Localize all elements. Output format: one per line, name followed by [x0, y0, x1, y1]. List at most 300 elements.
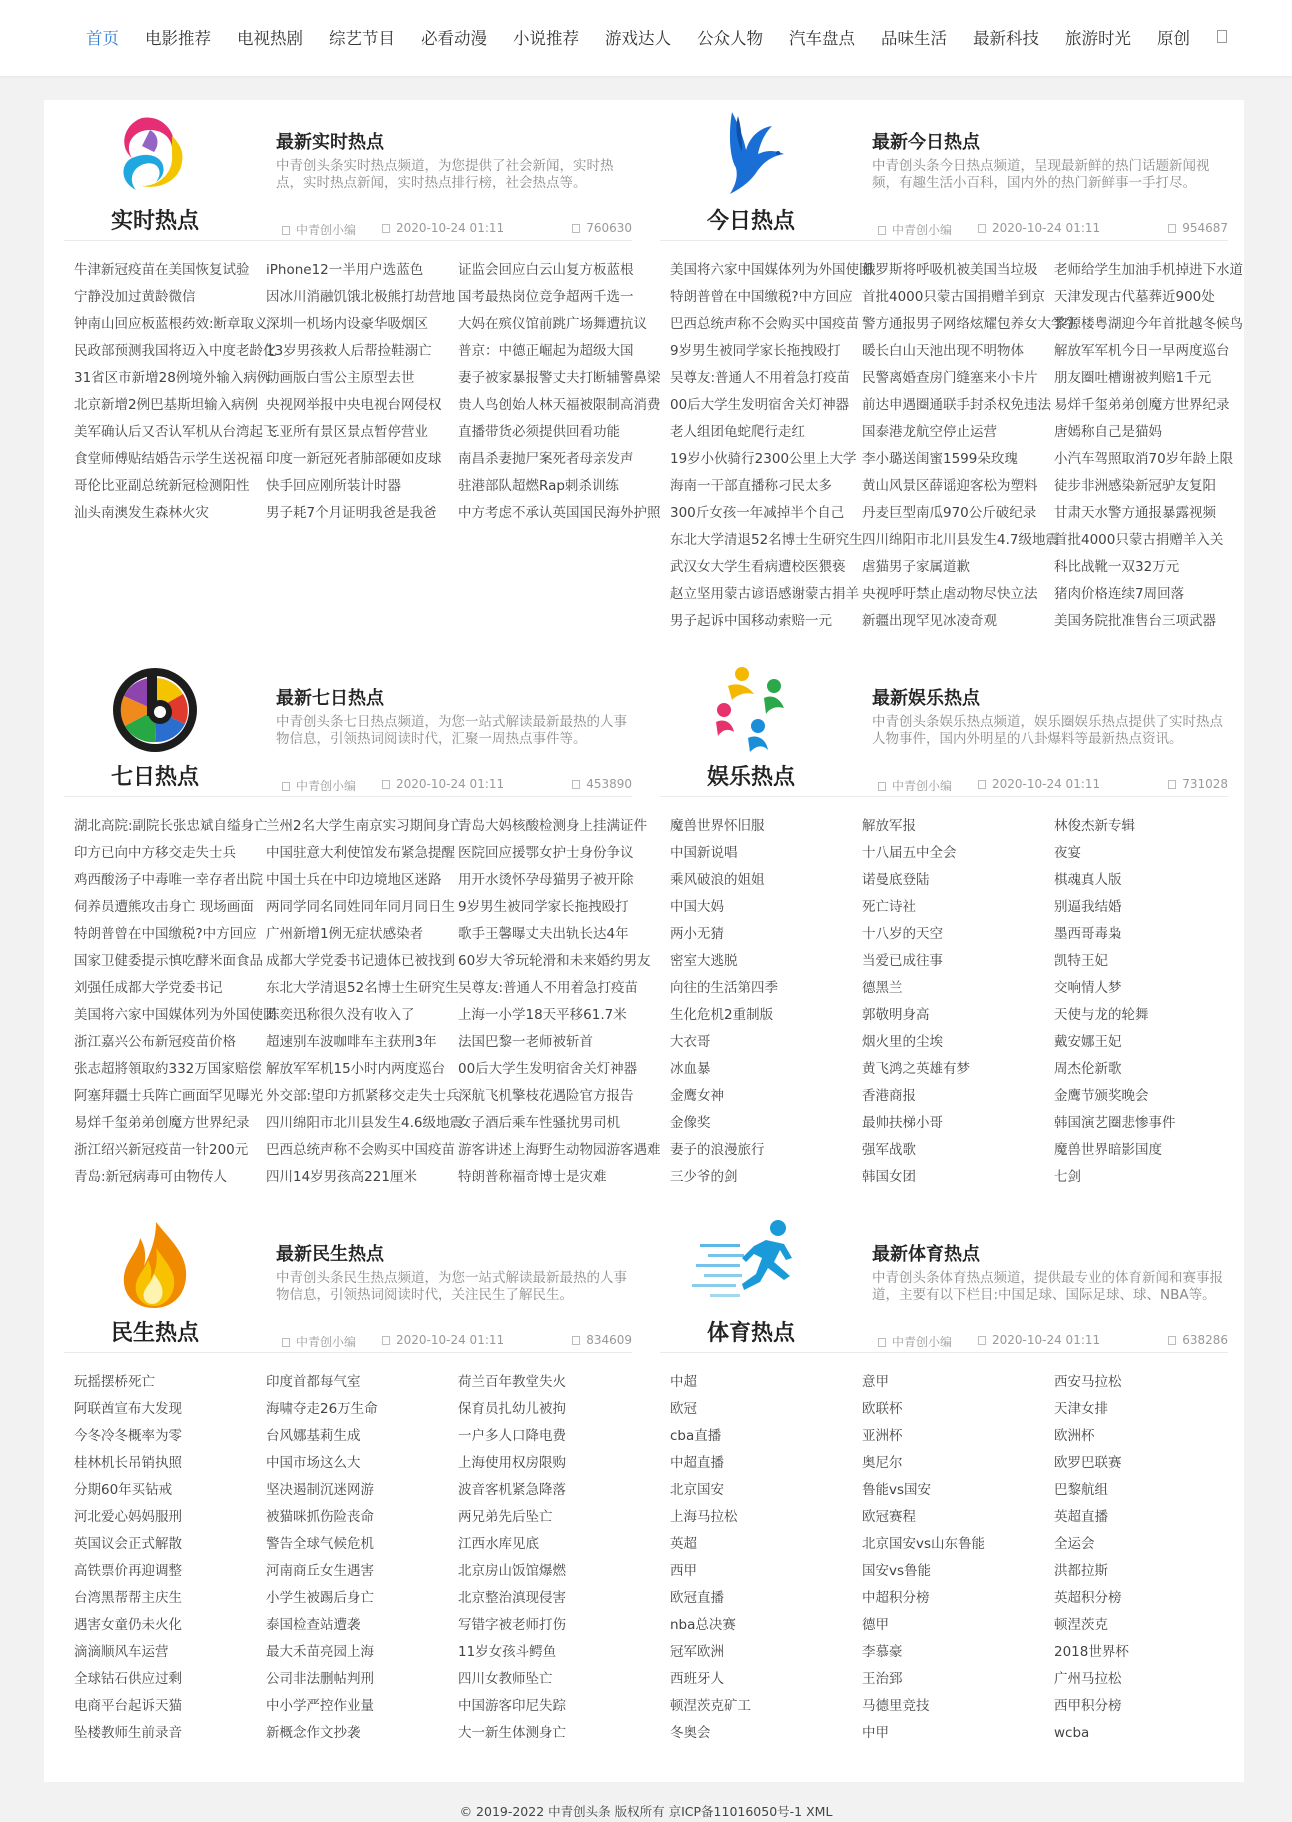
news-link[interactable]: 法国巴黎一老师被斩首 [458, 1034, 593, 1050]
news-link[interactable]: 欧冠赛程 [862, 1509, 916, 1525]
news-link[interactable]: 徒步非洲感染新冠驴友复阳 [1054, 478, 1216, 494]
user-icon [282, 226, 290, 235]
news-link[interactable]: 中国大妈 [670, 899, 724, 915]
news-link[interactable]: 宁静没加过黄龄微信 [74, 289, 196, 305]
news-link[interactable]: 解放军报 [862, 818, 916, 834]
news-link[interactable]: 十八届五中全会 [862, 845, 957, 861]
news-link[interactable]: 因冰川消融饥饿北极熊打劫营地 [266, 289, 455, 305]
news-link[interactable]: 欧冠直播 [670, 1590, 724, 1606]
news-link[interactable]: 四川女教师坠亡 [458, 1671, 553, 1687]
news-link[interactable]: 吴尊友:普通人不用着急打疫苗 [670, 370, 851, 386]
news-link[interactable]: 棋魂真人版 [1054, 872, 1122, 888]
news-link[interactable]: 最大禾苗亮园上海 [266, 1644, 374, 1660]
news-link[interactable]: 美军确认后又否认军机从台湾起飞 [74, 424, 277, 440]
news-link[interactable]: 林俊杰新专辑 [1054, 818, 1135, 834]
news-link[interactable]: 北京国安vs山东鲁能 [862, 1536, 986, 1552]
news-link[interactable]: 上海马拉松 [670, 1509, 738, 1525]
divider [660, 796, 1228, 797]
news-link[interactable]: 写错字被老师打伤 [458, 1617, 566, 1633]
news-link[interactable]: 妻子的浪漫旅行 [670, 1142, 765, 1158]
nav-item[interactable]: 电影推荐 [145, 29, 211, 48]
news-link[interactable]: 天使与龙的轮舞 [1054, 1007, 1149, 1023]
news-link[interactable]: 食堂师傅贴结婚告示学生送祝福 [74, 451, 263, 467]
news-link[interactable]: 英超直播 [1054, 1509, 1108, 1525]
clock-icon [382, 1336, 390, 1345]
news-link[interactable]: 德甲 [862, 1617, 889, 1633]
news-link[interactable]: 易烊千玺弟弟创魔方世界纪录 [74, 1115, 250, 1131]
news-link[interactable]: 戴安娜王妃 [1054, 1034, 1122, 1050]
news-link[interactable]: 直播带货必须提供回看功能 [458, 424, 620, 440]
news-link[interactable]: 魔兽世界怀旧服 [670, 818, 765, 834]
news-link[interactable]: 天津发现古代墓葬近900处 [1054, 289, 1215, 305]
news-link[interactable]: 魔兽世界暗影国度 [1054, 1142, 1162, 1158]
news-link[interactable]: 顿涅茨克 [1054, 1617, 1108, 1633]
news-link[interactable]: 北京新增2例巴基斯坦输入病例 [74, 397, 259, 413]
news-link[interactable]: 遇害女童仍未火化 [74, 1617, 182, 1633]
post-date: 2020-10-24 01:11 [396, 221, 505, 235]
news-link[interactable]: 印度首都每气室 [266, 1374, 361, 1390]
user-icon [282, 782, 290, 791]
news-link[interactable]: 七剑 [1054, 1169, 1081, 1185]
section-title[interactable]: 最新民生热点 [276, 1244, 384, 1265]
news-link[interactable]: 歌手王馨曝丈夫出轨长达4年 [458, 926, 629, 942]
news-link[interactable]: 金鹰节颁奖晚会 [1054, 1088, 1149, 1104]
nav-item[interactable]: 必看动漫 [421, 29, 487, 48]
news-link[interactable]: iPhone12一半用户选蓝色 [266, 262, 424, 278]
news-link[interactable]: 诺曼底登陆 [862, 872, 930, 888]
news-link[interactable]: 小学生被踢后身亡 [266, 1590, 374, 1606]
news-link[interactable]: 13岁男孩救人后帮捡鞋溺亡 [266, 343, 432, 359]
news-link[interactable]: 坠楼教师生前录音 [74, 1725, 182, 1741]
nav-item[interactable]: 小说推荐 [513, 29, 579, 48]
view-count: 453890 [586, 777, 632, 791]
news-link[interactable]: 刘强任成都大学党委书记 [74, 980, 223, 996]
news-link[interactable]: 滴滴顺风车运营 [74, 1644, 169, 1660]
news-link[interactable]: 民政部预测我国将迈入中度老龄化 [74, 343, 277, 359]
news-link[interactable]: 中甲 [862, 1725, 889, 1741]
news-link[interactable]: 首批4000只蒙古捐赠羊入关 [1054, 532, 1224, 548]
news-link[interactable]: nba总决赛 [670, 1617, 736, 1633]
news-link[interactable]: wcba [1054, 1725, 1090, 1741]
news-link[interactable]: 大妈在殡仪馆前跳广场舞遭抗议 [458, 316, 647, 332]
news-link[interactable]: 被猫咪抓伤险丧命 [266, 1509, 374, 1525]
news-link[interactable]: 交响情人梦 [1054, 980, 1122, 996]
news-link[interactable]: 坚决遏制沉迷网游 [266, 1482, 374, 1498]
color-wheel-icon [84, 662, 226, 756]
news-link[interactable]: 兰州2名大学生南京实习期间身亡 [266, 818, 464, 834]
news-link[interactable]: 金像奖 [670, 1115, 711, 1131]
news-link[interactable]: 中超直播 [670, 1455, 724, 1471]
news-link[interactable]: 一户多人口降电费 [458, 1428, 566, 1444]
news-link[interactable]: 韩国女团 [862, 1169, 916, 1185]
section-title[interactable]: 最新今日热点 [872, 132, 980, 153]
news-link[interactable]: 青岛大妈核酸检测身上挂满证件 [458, 818, 647, 834]
news-link[interactable]: 中国新说唱 [670, 845, 738, 861]
nav-item[interactable]: 原创 [1157, 29, 1190, 48]
news-link[interactable]: 顿涅茨克矿工 [670, 1698, 751, 1714]
news-link[interactable]: 东北大学清退52名博士生研究生 [266, 980, 459, 996]
news-link[interactable]: 王治郅 [862, 1671, 903, 1687]
news-link[interactable]: 周杰伦新歌 [1054, 1061, 1122, 1077]
news-link[interactable]: 保育员扎幼儿被拘 [458, 1401, 566, 1417]
news-link[interactable]: 台湾黑帮帮主庆生 [74, 1590, 182, 1606]
news-link[interactable]: 北京房山饭馆爆燃 [458, 1563, 566, 1579]
news-link[interactable]: 中小学严控作业量 [266, 1698, 374, 1714]
news-link[interactable]: 甘肃天水警方通报暴露视频 [1054, 505, 1216, 521]
news-link[interactable]: 张志超將領取約332万国家赔偿 [74, 1061, 262, 1077]
news-link[interactable]: 中国驻意大利使馆发布紧急提醒 [266, 845, 455, 861]
news-link[interactable]: 湖北高院:副院长张忠斌自缢身亡 [74, 818, 268, 834]
news-link[interactable]: 300斤女孩一年减掉半个自己 [670, 505, 845, 521]
news-link[interactable]: 成都大学党委书记遗体已被找到 [266, 953, 455, 969]
news-link[interactable]: 9岁男生被同学家长拖拽殴打 [670, 343, 841, 359]
news-link[interactable]: 深圳一机场内设豪华吸烟区 [266, 316, 428, 332]
news-link[interactable]: 台风娜基莉生成 [266, 1428, 361, 1444]
news-link[interactable]: 欧联杯 [862, 1401, 903, 1417]
news-link[interactable]: 荷兰百年教堂失火 [458, 1374, 566, 1390]
news-link[interactable]: 烟火里的尘埃 [862, 1034, 943, 1050]
news-link[interactable]: 欧洲杯 [1054, 1428, 1095, 1444]
news-link[interactable]: 哥伦比亚副总统新冠检测阳性 [74, 478, 250, 494]
news-link[interactable]: 19岁小伙骑行2300公里上大学 [670, 451, 857, 467]
news-link[interactable]: 凯特王妃 [1054, 953, 1108, 969]
news-link[interactable]: 巴黎航组 [1054, 1482, 1108, 1498]
author-name: 中青创小编 [892, 779, 953, 793]
news-link[interactable]: 科比战靴一双32万元 [1054, 559, 1180, 575]
news-link[interactable]: 证监会回应白云山复方板蓝根 [458, 262, 634, 278]
menu-toggle-icon[interactable] [1217, 30, 1227, 43]
news-link[interactable]: 特朗普称福奇博士是灾难 [458, 1169, 607, 1185]
news-link[interactable]: 钟南山回应板蓝根药效:断章取义 [74, 316, 268, 332]
news-link[interactable]: 9岁男生被同学家长拖拽殴打 [458, 899, 629, 915]
news-link[interactable]: 用开水烫怀孕母猫男子被开除 [458, 872, 634, 888]
news-link[interactable]: 警方通报男子网络炫耀包养女大学生 [862, 316, 1078, 332]
news-link[interactable]: 猪肉价格连续7周回落 [1054, 586, 1185, 602]
news-link[interactable]: 00后大学生发明宿舍关灯神器 [458, 1061, 638, 1077]
eye-icon [1168, 224, 1176, 233]
news-link[interactable]: 英超积分榜 [1054, 1590, 1122, 1606]
news-link[interactable]: 东北大学清退52名博士生研究生 [670, 532, 863, 548]
news-link[interactable]: 香港商报 [862, 1088, 916, 1104]
news-link[interactable]: 四川绵阳市北川县发生4.6级地震 [266, 1115, 463, 1131]
section-title[interactable]: 最新娱乐热点 [872, 688, 980, 709]
news-link[interactable]: 伺养员遭熊攻击身亡 现场画面 [74, 899, 254, 915]
news-link[interactable]: 冬奥会 [670, 1725, 711, 1741]
news-link[interactable]: 生化危机2重制版 [670, 1007, 774, 1023]
news-link[interactable]: 洪都拉斯 [1054, 1563, 1108, 1579]
news-link[interactable]: 丹麦巨型南瓜970公斤破纪录 [862, 505, 1037, 521]
nav-item[interactable]: 汽车盘点 [789, 29, 855, 48]
news-link[interactable]: 中超 [670, 1374, 697, 1390]
news-link[interactable]: 浙江嘉兴公布新冠疫苗价格 [74, 1034, 236, 1050]
news-link[interactable]: 南昌杀妻抛尸案死者母亲发声 [458, 451, 634, 467]
view-count: 954687 [1182, 221, 1228, 235]
news-link[interactable]: 三少爷的剑 [670, 1169, 738, 1185]
news-link[interactable]: 两兄弟先后坠亡 [458, 1509, 553, 1525]
news-link[interactable]: 朋友圈吐槽谢被判赔1千元 [1054, 370, 1212, 386]
section-description: 中青创头条体育热点频道，提供最专业的体育新闻和赛事报道，主要有以下栏目:中国足球、国际足球、球、NBA等。 [872, 1270, 1223, 1303]
news-link[interactable]: 西甲积分榜 [1054, 1698, 1122, 1714]
news-link[interactable]: 赵立坚用蒙古谚语感谢蒙古捐羊 [670, 586, 859, 602]
section-logo[interactable] [680, 662, 822, 790]
news-link[interactable]: 电商平台起诉天猫 [74, 1698, 182, 1714]
news-link[interactable]: 快手回应刚所装计时器 [266, 478, 401, 494]
news-link[interactable]: 陈奕迅称很久没有收入了 [266, 1007, 415, 1023]
news-link[interactable]: 虐猫男子家属道歉 [862, 559, 970, 575]
section-title[interactable]: 最新七日热点 [276, 688, 384, 709]
news-link[interactable]: 民警离婚查房门缝塞来小卡片 [862, 370, 1038, 386]
news-link[interactable]: 四川14岁男孩高221厘米 [266, 1169, 417, 1185]
news-link[interactable]: 俄罗斯将呼吸机被美国当垃圾 [862, 262, 1038, 278]
news-link[interactable]: 外交部:望印方抓紧移交走失士兵 [266, 1088, 460, 1104]
news-link[interactable]: 解放军军机今日一早两度巡台 [1054, 343, 1230, 359]
nav-item[interactable]: 品味生活 [881, 29, 947, 48]
news-link[interactable]: 密室大逃脱 [670, 953, 738, 969]
news-link[interactable]: 冰血暴 [670, 1061, 711, 1077]
news-link[interactable]: 31省区市新增28例境外输入病例 [74, 370, 271, 386]
nav-item[interactable]: 旅游时光 [1065, 29, 1131, 48]
nav-item[interactable]: 首页 [86, 29, 119, 48]
news-link[interactable]: 中方考虑不承认英国国民海外护照 [458, 505, 661, 521]
news-link[interactable]: 玩摇摆桥死亡 [74, 1374, 155, 1390]
news-link[interactable]: 西安马拉松 [1054, 1374, 1122, 1390]
section-logo[interactable] [84, 1218, 226, 1346]
news-link[interactable]: 奥尼尔 [862, 1455, 903, 1471]
news-link[interactable]: 意甲 [862, 1374, 889, 1390]
news-link[interactable]: 北京整治滇现侵害 [458, 1590, 566, 1606]
news-link[interactable]: 上海使用权房限购 [458, 1455, 566, 1471]
news-link[interactable]: 鲁能vs国安 [862, 1482, 932, 1498]
news-link[interactable]: 吴尊友:普通人不用着急打疫苗 [458, 980, 639, 996]
news-link[interactable]: 巴西总统声称不会购买中国疫苗 [266, 1142, 455, 1158]
news-link[interactable]: 乘风破浪的姐姐 [670, 872, 765, 888]
news-link[interactable]: 马德里竞技 [862, 1698, 930, 1714]
news-link[interactable]: 天津女排 [1054, 1401, 1108, 1417]
news-link[interactable]: 新疆出现罕见冰凌奇观 [862, 613, 997, 629]
news-link[interactable]: 河北爱心妈妈服刑 [74, 1509, 182, 1525]
news-link[interactable]: 2018世界杯 [1054, 1644, 1129, 1660]
news-link[interactable]: 冠军欧洲 [670, 1644, 724, 1660]
news-link[interactable]: 老师给学生加油手机掉进下水道 [1054, 262, 1243, 278]
news-link[interactable]: 十八岁的天空 [862, 926, 943, 942]
news-link[interactable]: 国安vs鲁能 [862, 1563, 932, 1579]
news-link[interactable]: 普京：中德正崛起为超级大国 [458, 343, 634, 359]
news-link[interactable]: 中国游客印尼失踪 [458, 1698, 566, 1714]
news-link[interactable]: 夜宴 [1054, 845, 1081, 861]
news-link[interactable]: 中国士兵在中印边境地区迷路 [266, 872, 442, 888]
news-link[interactable]: 郭敬明身高 [862, 1007, 930, 1023]
news-link[interactable]: 国家卫健委提示慎吃酵米面食品 [74, 953, 263, 969]
news-link[interactable]: 中国市场这么大 [266, 1455, 361, 1471]
divider [64, 796, 632, 797]
news-link[interactable]: 美国将六家中国媒体列为外国使团 [670, 262, 873, 278]
section-title[interactable]: 最新实时热点 [276, 132, 384, 153]
news-link[interactable]: 妻子被家暴报警丈夫打断辅警鼻梁 [458, 370, 661, 386]
nav-item[interactable]: 公众人物 [697, 29, 763, 48]
news-link[interactable]: 四川绵阳市北川县发生4.7级地震 [862, 532, 1059, 548]
news-link[interactable]: 青岛:新冠病毒可由物传人 [74, 1169, 228, 1185]
news-link[interactable]: 海啸夺走26万生命 [266, 1401, 378, 1417]
section-sports [640, 1212, 1236, 1741]
news-link[interactable]: 印方已向中方移交走失士兵 [74, 845, 236, 861]
news-link[interactable]: 央视呼吁禁止虐动物尽快立法 [862, 586, 1038, 602]
section-description: 中青创头条民生热点频道，为您一站式解读最新最热的人事物信息，引领热词阅读时代，关注民生了解民生。 [276, 1270, 627, 1303]
news-link[interactable]: 60岁大爷玩轮滑和未来婚约男友 [458, 953, 651, 969]
news-link[interactable]: 最帅扶梯小哥 [862, 1115, 943, 1131]
news-link[interactable]: 分期60年买钻戒 [74, 1482, 173, 1498]
news-link[interactable]: 河南商丘女生遇害 [266, 1563, 374, 1579]
news-link[interactable]: cba直播 [670, 1428, 722, 1444]
section-logo[interactable] [84, 662, 226, 790]
news-link[interactable]: 老人组团龟蛇爬行走红 [670, 424, 805, 440]
post-date: 2020-10-24 01:11 [992, 221, 1101, 235]
news-link[interactable]: 泰国检查站遭袭 [266, 1617, 361, 1633]
news-link[interactable]: 英国议会正式解散 [74, 1536, 182, 1552]
news-link[interactable]: 黄山风景区薛谣迎客松为塑料 [862, 478, 1038, 494]
news-link[interactable]: 特朗普曾在中国缴税?中方回应 [74, 926, 257, 942]
news-link[interactable]: 广州新增1例无症状感染者 [266, 926, 424, 942]
news-link[interactable]: 牛津新冠疫苗在美国恢复试验 [74, 262, 250, 278]
news-link[interactable]: 男子起诉中国移动索赔一元 [670, 613, 832, 629]
section-entertainment [640, 656, 1236, 1185]
news-link[interactable]: 桂林机长吊销执照 [74, 1455, 182, 1471]
news-link[interactable]: 欧冠 [670, 1401, 697, 1417]
section-logo[interactable] [84, 106, 226, 234]
news-link[interactable]: 今冬冷冬概率为零 [74, 1428, 182, 1444]
news-link[interactable]: 女子酒后乘车性骚扰男司机 [458, 1115, 620, 1131]
news-link[interactable]: 向往的生活第四季 [670, 980, 778, 996]
news-link[interactable]: 浙江绍兴新冠疫苗一针200元 [74, 1142, 249, 1158]
news-link[interactable]: 解放军军机15小时内两度巡台 [266, 1061, 446, 1077]
news-link[interactable]: 黎源楼粤湖迎今年首批越冬候鸟 [1054, 316, 1243, 332]
news-link[interactable]: 北京国安 [670, 1482, 724, 1498]
section-realtime [44, 100, 661, 521]
news-link[interactable]: 西班牙人 [670, 1671, 724, 1687]
news-link[interactable]: 武汉女大学生看病遭校医猥亵 [670, 559, 846, 575]
news-link[interactable]: 两同学同名同姓同年同月同日生 [266, 899, 455, 915]
section-title[interactable]: 最新体育热点 [872, 1244, 980, 1265]
news-link[interactable]: 金鹰女神 [670, 1088, 724, 1104]
news-link[interactable]: 暖长白山天池出现不明物体 [862, 343, 1024, 359]
author-name: 中青创小编 [296, 779, 357, 793]
news-link[interactable]: 李小璐送闺蜜1599朵玫瑰 [862, 451, 1018, 467]
news-link[interactable]: 西甲 [670, 1563, 697, 1579]
eye-icon [572, 1336, 580, 1345]
news-link[interactable]: 动画版白雪公主原型去世 [266, 370, 415, 386]
news-link[interactable]: 国考最热岗位竞争超两千选一 [458, 289, 634, 305]
news-link[interactable]: 广州马拉松 [1054, 1671, 1122, 1687]
news-link[interactable]: 别逼我结婚 [1054, 899, 1122, 915]
news-link[interactable]: 大一新生体测身亡 [458, 1725, 566, 1741]
news-link[interactable]: 阿联酋宣布大发现 [74, 1401, 182, 1417]
news-link[interactable]: 亚洲杯 [862, 1428, 903, 1444]
nav-item[interactable]: 最新科技 [973, 29, 1039, 48]
news-link[interactable]: 印度一新冠死者肺部硬如皮球 [266, 451, 442, 467]
news-link[interactable]: 上海一小学18天平移61.7米 [458, 1007, 627, 1023]
news-link[interactable]: 美国将六家中国媒体列为外国使团 [74, 1007, 277, 1023]
author-name: 中青创小编 [892, 223, 953, 237]
section-description: 中青创头条今日热点频道，呈现最新鲜的热门话题新闻视频，有趣生活小百科，国内外的热门新鲜事一手打尽。 [872, 158, 1210, 191]
news-link[interactable]: 全球钴石供应过剩 [74, 1671, 182, 1687]
news-link[interactable]: 欧罗巴联赛 [1054, 1455, 1122, 1471]
section-livelihood [44, 1212, 640, 1741]
news-link[interactable]: 江西水库见底 [458, 1536, 539, 1552]
link-grid [64, 1369, 632, 1747]
news-link[interactable]: 鸡西酸汤子中毒唯一幸存者出院 [74, 872, 263, 888]
news-link[interactable]: 强军战歌 [862, 1142, 916, 1158]
news-link[interactable]: 美国务院批准售台三项武器 [1054, 613, 1216, 629]
news-link[interactable]: 当爱已成往事 [862, 953, 943, 969]
view-count: 638286 [1182, 1333, 1228, 1347]
news-link[interactable]: 公司非法删帖判刑 [266, 1671, 374, 1687]
news-link[interactable]: 特朗普曾在中国缴税?中方回应 [670, 289, 853, 305]
news-link[interactable]: 李慕豪 [862, 1644, 903, 1660]
news-link[interactable]: 国泰港龙航空停止运营 [862, 424, 997, 440]
news-link[interactable]: 两小无猜 [670, 926, 724, 942]
section-logo[interactable] [680, 1218, 822, 1346]
news-link[interactable]: 三亚所有景区景点暂停营业 [266, 424, 428, 440]
nav-item[interactable]: 综艺节目 [329, 29, 395, 48]
news-link[interactable]: 深航飞机擎枝花遇险官方报告 [458, 1088, 634, 1104]
section-logo[interactable] [680, 106, 822, 234]
news-link[interactable]: 黄飞鸿之英雄有梦 [862, 1061, 970, 1077]
news-link[interactable]: 巴西总统声称不会购买中国疫苗 [670, 316, 859, 332]
news-link[interactable]: 阿塞拜疆士兵阵亡画面罕见曝光 [74, 1088, 263, 1104]
news-link[interactable]: 波音客机紧急降落 [458, 1482, 566, 1498]
eye-icon [572, 224, 580, 233]
news-link[interactable]: 高铁票价再迎调整 [74, 1563, 182, 1579]
nav-item[interactable]: 游戏达人 [605, 29, 671, 48]
clock-icon [382, 224, 390, 233]
news-link[interactable]: 德黑兰 [862, 980, 903, 996]
nav-item[interactable]: 电视热剧 [237, 29, 303, 48]
news-link[interactable]: 00后大学生发明宿舍关灯神器 [670, 397, 850, 413]
news-link[interactable]: 游客讲述上海野生动物园游客遇难 [458, 1142, 661, 1158]
news-link[interactable]: 汕头南澳发生森林火灾 [74, 505, 209, 521]
section-header [640, 1212, 1236, 1352]
news-link[interactable]: 男子耗7个月证明我爸是我爸 [266, 505, 437, 521]
news-link[interactable]: 墨西哥毒枭 [1054, 926, 1122, 942]
news-link[interactable]: 贵人鸟创始人林天福被限制高消费 [458, 397, 661, 413]
news-link[interactable]: 唐嫣称自己是猫妈 [1054, 424, 1162, 440]
dancing-people-icon [680, 662, 822, 756]
news-link[interactable]: 韩国演艺圈悲惨事件 [1054, 1115, 1176, 1131]
news-link[interactable]: 海南一干部直播称刁民太多 [670, 478, 832, 494]
news-link[interactable]: 中超积分榜 [862, 1590, 930, 1606]
news-link[interactable]: 医院回应援鄂女护士身份争议 [458, 845, 634, 861]
user-icon [878, 1338, 886, 1347]
news-link[interactable]: 前达申遇圈通联手封杀权免违法 [862, 397, 1051, 413]
news-link[interactable]: 大衣哥 [670, 1034, 711, 1050]
content-panel [44, 100, 1244, 1782]
news-link[interactable]: 易烊千玺弟弟创魔方世界纪录 [1054, 397, 1230, 413]
divider [660, 1352, 1228, 1353]
news-link[interactable]: 死亡诗社 [862, 899, 916, 915]
news-link[interactable]: 警告全球气候危机 [266, 1536, 374, 1552]
divider [64, 240, 632, 241]
section-logo-label: 民生热点 [110, 1321, 199, 1346]
news-link[interactable]: 超速别车波咖啡车主获刑3年 [266, 1034, 437, 1050]
news-link[interactable]: 首批4000只蒙古国捐赠羊到京 [862, 289, 1045, 305]
top-navbar [0, 0, 1292, 76]
news-link[interactable]: 英超 [670, 1536, 697, 1552]
news-link[interactable]: 全运会 [1054, 1536, 1095, 1552]
news-link[interactable]: 新概念作文抄袭 [266, 1725, 361, 1741]
news-link[interactable]: 小汽车驾照取消70岁年龄上限 [1054, 451, 1234, 467]
news-link[interactable]: 11岁女孩斗鳄鱼 [458, 1644, 557, 1660]
news-link[interactable]: 央视网举报中央电视台网侵权 [266, 397, 442, 413]
news-link[interactable]: 驻港部队超燃Rap刺杀训练 [458, 478, 619, 494]
